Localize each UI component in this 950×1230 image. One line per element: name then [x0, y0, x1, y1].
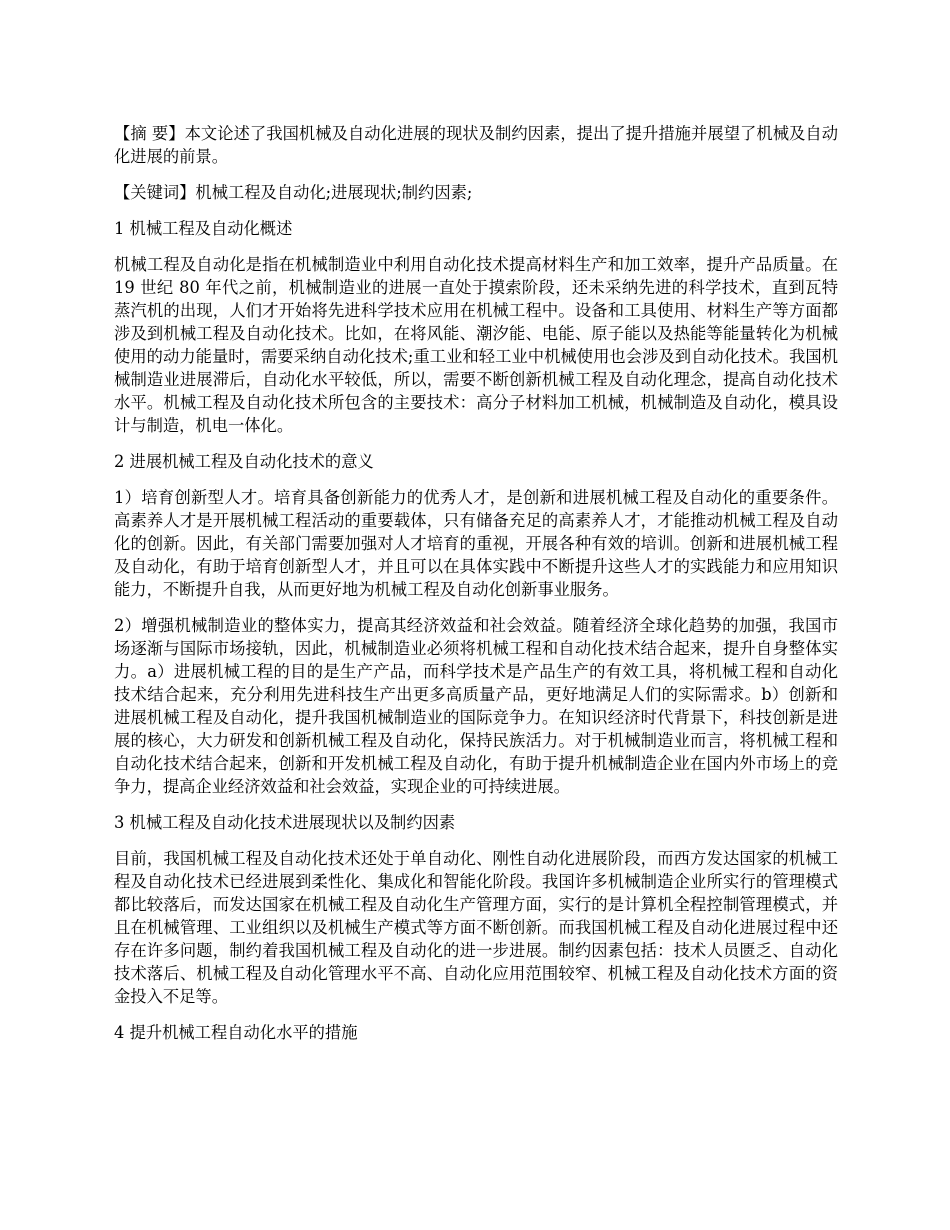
section-1-heading: 1 机械工程及自动化概述	[114, 219, 293, 238]
section-4-heading: 4 提升机械工程自动化水平的措施	[114, 1023, 358, 1042]
abstract-paragraph: 【摘 要】本文论述了我国机械及自动化进展的现状及制约因素，提出了提升措施并展望了机械及自动化进展的前景。	[114, 124, 838, 166]
section-2-paragraph-1: 1）培育创新型人才。培育具备创新能力的优秀人才，是创新和进展机械工程及自动化的重要条件。高素养人才是开展机械工程活动的重要载体，只有储备充足的高素养人才，才能推动机械工程及自动化的创新。因此，有关部门需要加强对人才培育的重视，开展各种有效的培训。创新和进展机械工程及自动化，有助于培育创新型人才，并且可以在具体实践中不断提升这些人才的实践能力和应用知识能力，不断提升自我，从而更好地为机械工程及自动化创新事业服务。	[114, 488, 838, 599]
section-3-paragraph-1: 目前，我国机械工程及自动化技术还处于单自动化、刚性自动化进展阶段，而西方发达国家的机械工程及自动化技术已经进展到柔性化、集成化和智能化阶段。我国许多机械制造企业所实行的管理模式都比较落后，而发达国家在机械工程及自动化生产管理方面，实行的是计算机全程控制管理模式，并且在机械管理、工业组织以及机械生产模式等方面不断创新。而我国机械工程及自动化进展过程中还存在许多问题，制约着我国机械工程及自动化的进一步进展。制约因素包括：技术人员匮乏、自动化技术落后、机械工程及自动化管理水平不高、自动化应用范围较窄、机械工程及自动化技术方面的资金投入不足等。	[114, 849, 838, 1006]
section-2-heading: 2 进展机械工程及自动化技术的意义	[114, 452, 374, 471]
section-3-heading: 3 机械工程及自动化技术进展现状以及制约因素	[114, 813, 456, 832]
document-page	[114, 122, 838, 1057]
section-2-paragraph-2: 2）增强机械制造业的整体实力，提高其经济效益和社会效益。随着经济全球化趋势的加强，我国市场逐渐与国际市场接轨，因此，机械制造业必须将机械工程和自动化技术结合起来，提升自身整体实力。a）进展机械工程的目的是生产产品，而科学技术是产品生产的有效工具，将机械工程和自动化技术结合起来，充分利用先进科技生产出更多高质量产品，更好地满足人们的实际需求。b）创新和进展机械工程及自动化，提升我国机械制造业的国际竞争力。在知识经济时代背景下，科技创新是进展的核心，大力研发和创新机械工程及自动化，保持民族活力。对于机械制造业而言，将机械工程和自动化技术结合起来，创新和开发机械工程及自动化，有助于提升机械制造企业在国内外市场上的竞争力，提高企业经济效益和社会效益，实现企业的可持续进展。	[114, 616, 838, 796]
section-1-paragraph-1: 机械工程及自动化是指在机械制造业中利用自动化技术提高材料生产和加工效率，提升产品质量。在 19 世纪 80 年代之前，机械制造业的进展一直处于摸索阶段，还未采纳先进的科学技术，直到瓦特蒸汽机的出现，人们才开始将先进科学技术应用在机械工程中。设备和工具使用、材料生产等方面都涉及到机械工程及自动化技术。比如，在将风能、潮汐能、电能、原子能以及热能等能量转化为机械使用的动力能量时，需要采纳自动化技术;重工业和轻工业中机械使用也会涉及到自动化技术。我国机械制造业进展滞后，自动化水平较低，所以，需要不断创新机械工程及自动化理念，提高自动化技术水平。机械工程及自动化技术所包含的主要技术：高分子材料加工机械，机械制造及自动化，模具设计与制造，机电一体化。	[114, 255, 838, 435]
keywords-paragraph: 【关键词】机械工程及自动化;进展现状;制约因素;	[114, 183, 473, 202]
